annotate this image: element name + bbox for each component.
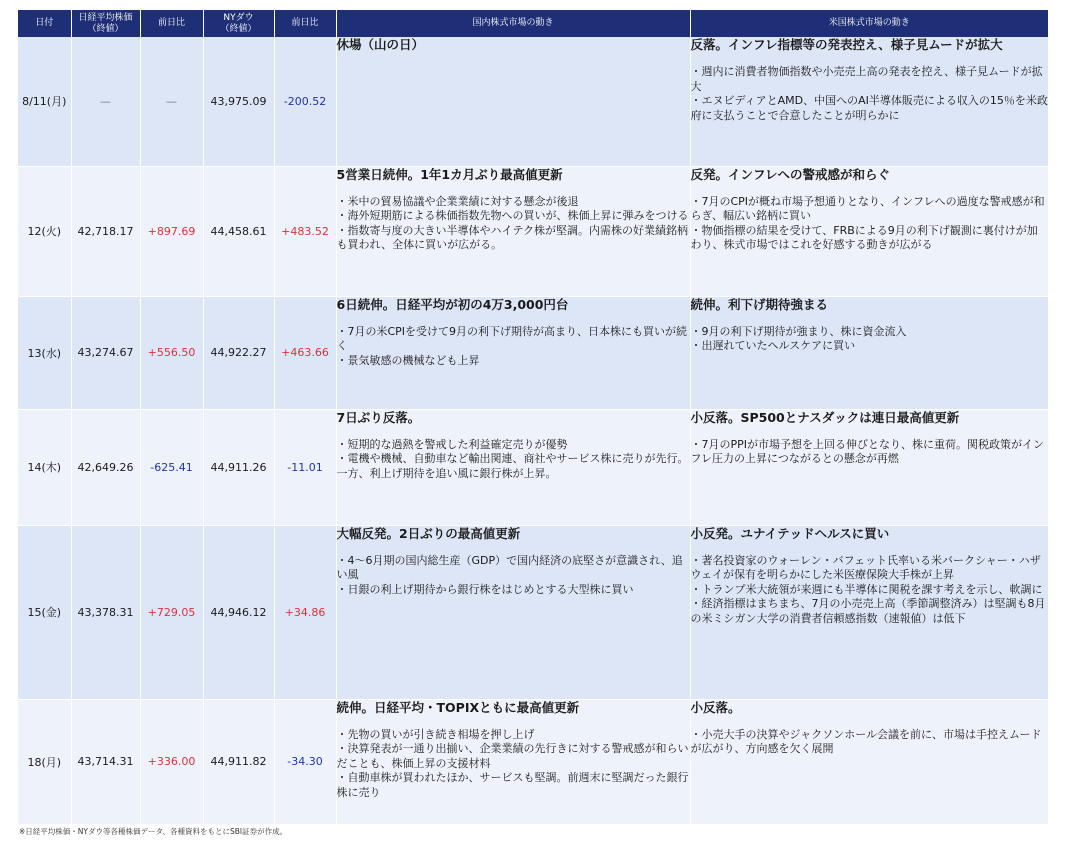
date-text: 12(火)	[27, 225, 62, 238]
dow-change: -200.52	[283, 94, 327, 108]
us-market-cell-bullet: ・物価指標の結果を受けて、FRBによる9月の利下げ観測に裏付けが加わり、株式市場ではこれを好感する動きが広がる	[690, 223, 1038, 251]
dow-close: 44,922.27	[210, 346, 267, 359]
header-domestic: 国内株式市場の動き	[336, 10, 690, 37]
us-market-cell-bullet: ・9月の利下げ期待が強まり、株に資金流入	[690, 324, 907, 338]
nikkei-change-cell	[140, 37, 203, 166]
us-market-cell-headline: 反落。インフレ指標等の発表控え、様子見ムードが拡大	[690, 37, 1003, 52]
footnote: ※日経平均株価・NYダウ等各種株価データ、各種資料をもとにSBI証券が作成。	[19, 827, 288, 836]
nikkei-change-cell	[140, 296, 203, 409]
us-market-cell-bullet: ・7月のCPIが概ね市場予想通りとなり、インフレへの過度な警戒感が和らぎ、幅広い銘柄に買い	[690, 194, 1045, 222]
dow-close-cell	[203, 409, 274, 525]
nikkei-close: 42,718.17	[77, 224, 134, 238]
domestic-market-cell-bullet: ・決算発表が一通り出揃い、企業業績の先行きに対する警戒感が和らいだことも、株価上昇の支援材料	[336, 742, 689, 770]
nikkei-close: 42,649.26	[77, 460, 134, 474]
header-row	[18, 10, 1048, 37]
nikkei-change: —	[166, 94, 177, 108]
dow-change-cell	[274, 296, 336, 409]
domestic-market-cell	[336, 296, 690, 409]
domestic-market-cell-bullet: ・指数寄与度の大きい半導体やハイテク株が堅調。内需株の好業績銘柄も買われ、全体に買いが広がる。	[336, 223, 689, 251]
us-market-cell-headline: 小反発。ユナイテッドヘルスに買い	[690, 525, 890, 541]
us-market-cell-bullet: ・トランプ米大統領が来週にも半導体に関税を課す考えを示し、軟調に	[690, 582, 1043, 596]
table-row	[18, 37, 1048, 166]
date-text: 8/11(月)	[22, 95, 67, 109]
us-market-cell	[690, 37, 1048, 166]
us-market-cell-headline: 小反落。SP500とナスダックは連日最高値更新	[690, 409, 960, 425]
header-dow-text: NYダウ （終値）	[220, 12, 257, 34]
domestic-market-cell-bullet: ・自動車株が買われたほか、サービスも堅調。前週末に堅調だった銀行株に売り	[336, 771, 689, 799]
us-market-cell-bullet: ・著名投資家のウォーレン・バフェット氏率いる米バークシャー・ハザウェイが保有を明らかにした米医療保険大手株が上昇	[690, 553, 1041, 581]
us-market-cell-bullet: ・エヌビディアとAMD、中国へのAI半導体販売による収入の15％を米政府に支払うことで合意したことが明らかに	[690, 94, 1048, 122]
header-nikkei-text: 日経平均株価 （終値）	[78, 12, 133, 34]
dow-change-cell	[274, 409, 336, 525]
dow-close-cell	[203, 525, 274, 699]
dow-change-cell	[274, 37, 336, 166]
dow-close: 44,911.26	[210, 460, 267, 474]
domestic-market-cell-bullet: ・7月の米CPIを受けて9月の利下げ期待が高まり、日本株にも買いが続く	[336, 324, 688, 352]
dow-change-cell	[274, 699, 336, 824]
domestic-market-cell-bullet: ・短期的な過熱を警戒した利益確定売りが優勢	[336, 437, 568, 451]
dow-close: 43,975.09	[210, 94, 267, 108]
domestic-market-cell-headline: 休場（山の日）	[336, 37, 425, 52]
domestic-market-cell	[336, 37, 690, 166]
nikkei-change: +336.00	[147, 755, 196, 768]
us-market-cell-bullet: ・週内に消費者物価指数や小売売上高の発表を控え、様子見ムードが拡大	[690, 65, 1043, 93]
domestic-market-cell-bullet: ・景気敏感の機械なども上昇	[336, 353, 480, 367]
us-market-cell	[690, 166, 1048, 296]
domestic-market-cell-headline: 6日続伸。日経平均が初の4万3,000円台	[336, 296, 569, 312]
domestic-market-cell-bullet: ・電機や機械、自動車など輸出関連、商社やサービス株に売りが先行。一方、利上げ期待を追い風に銀行株が上昇。	[336, 452, 689, 480]
us-market-cell	[690, 296, 1048, 409]
table-row	[18, 166, 1048, 296]
date-text: 14(木)	[27, 461, 62, 474]
header-date: 日付	[18, 10, 71, 37]
nikkei-close: 43,714.31	[77, 755, 134, 768]
nikkei-close-cell	[71, 699, 140, 824]
domestic-market-cell-bullet: ・4～6月期の国内総生産（GDP）で国内経済の底堅さが意識され、追い風	[336, 553, 683, 581]
table-row	[18, 296, 1048, 409]
domestic-market-cell	[336, 525, 690, 699]
dow-change-cell	[274, 525, 336, 699]
header-us: 米国株式市場の動き	[690, 10, 1048, 37]
market-table	[18, 10, 1048, 825]
us-market-cell-bullet: ・7月のPPIが市場予想を上回る伸びとなり、株に重荷。関税政策がインフレ圧力の上昇につながるとの懸念が再燃	[690, 437, 1045, 465]
us-market-cell-bullet: ・経済指標はまちまち、7月の小売売上高（季節調整済み）は堅調も8月の米ミシガン大学の消費者信頼感指数（速報値）は低下	[690, 597, 1046, 625]
table-row	[18, 409, 1048, 525]
domestic-market-cell-headline: 5営業日続伸。1年1カ月ぶり最高値更新	[336, 166, 563, 182]
dow-change-cell	[274, 166, 336, 296]
us-market-cell-bullet: ・小売大手の決算やジャクソンホール会議を前に、市場は手控えムードが広がり、方向感を欠く展開	[690, 727, 1042, 755]
dow-close: 44,458.61	[210, 224, 267, 238]
domestic-market-cell	[336, 409, 690, 525]
dow-close: 44,911.82	[210, 755, 267, 768]
us-market-cell	[690, 699, 1048, 824]
us-market-cell	[690, 525, 1048, 699]
domestic-market-cell	[336, 166, 690, 296]
domestic-market-cell-bullet: ・日銀の利上げ期待から銀行株をはじめとする大型株に買い	[336, 582, 634, 596]
dow-change: +34.86	[284, 605, 326, 619]
domestic-market-cell-bullet: ・先物の買いが引き続き相場を押し上げ	[336, 727, 535, 741]
date-text: 13(水)	[27, 346, 62, 360]
nikkei-close: 43,378.31	[77, 605, 134, 619]
nikkei-change-cell	[140, 409, 203, 525]
nikkei-close: —	[100, 94, 111, 108]
nikkei-close-cell	[71, 409, 140, 525]
nikkei-change: +729.05	[147, 605, 196, 619]
domestic-market-cell	[336, 699, 690, 824]
header-dow-change: 前日比	[274, 10, 336, 37]
header-nikkei-change: 前日比	[140, 10, 203, 37]
nikkei-close: 43,274.67	[77, 346, 134, 359]
us-market-cell	[690, 409, 1048, 525]
domestic-market-cell-headline: 続伸。日経平均・TOPIXともに最高値更新	[336, 699, 580, 715]
us-market-cell-bullet: ・出遅れていたヘルスケアに買い	[690, 339, 856, 352]
header-nikkei	[71, 10, 140, 37]
domestic-market-cell-headline: 7日ぶり反落。	[336, 409, 421, 425]
nikkei-close-cell	[71, 37, 140, 166]
us-market-cell-headline: 続伸。利下げ期待強まる	[690, 296, 829, 312]
nikkei-close-cell	[71, 525, 140, 699]
date-cell	[18, 296, 71, 409]
nikkei-change: +556.50	[147, 346, 196, 359]
nikkei-change-cell	[140, 166, 203, 296]
domestic-market-cell-bullet: ・米中の貿易協議や企業業績に対する懸念が後退	[336, 194, 579, 208]
nikkei-change: -625.41	[150, 460, 193, 474]
date-cell	[18, 166, 71, 296]
dow-close-cell	[203, 296, 274, 409]
nikkei-change-cell	[140, 525, 203, 699]
nikkei-close-cell	[71, 166, 140, 296]
table-row	[18, 525, 1048, 699]
date-cell	[18, 699, 71, 824]
nikkei-close-cell	[71, 296, 140, 409]
dow-close-cell	[203, 37, 274, 166]
dow-change: -11.01	[287, 460, 323, 474]
us-market-cell-headline: 小反落。	[690, 699, 741, 715]
domestic-market-cell-headline: 大幅反発。2日ぶりの最高値更新	[336, 525, 521, 541]
date-cell	[18, 37, 71, 166]
dow-change: +463.66	[281, 346, 329, 359]
dow-close: 44,946.12	[210, 605, 267, 619]
header-dow	[203, 10, 274, 37]
nikkei-change-cell	[140, 699, 203, 824]
date-cell	[18, 409, 71, 525]
domestic-market-cell-bullet: ・海外短期筋による株価指数先物への買いが、株価上昇に弾みをつける	[336, 209, 689, 222]
dow-change: -34.30	[287, 755, 323, 768]
nikkei-change: +897.69	[147, 224, 196, 238]
date-text: 15(金)	[27, 606, 62, 619]
dow-change: +483.52	[281, 224, 329, 238]
us-market-cell-headline: 反発。インフレへの警戒感が和らぐ	[690, 166, 891, 182]
date-text: 18(月)	[27, 755, 62, 769]
table-row	[18, 699, 1048, 824]
dow-close-cell	[203, 166, 274, 296]
date-cell	[18, 525, 71, 699]
dow-close-cell	[203, 699, 274, 824]
